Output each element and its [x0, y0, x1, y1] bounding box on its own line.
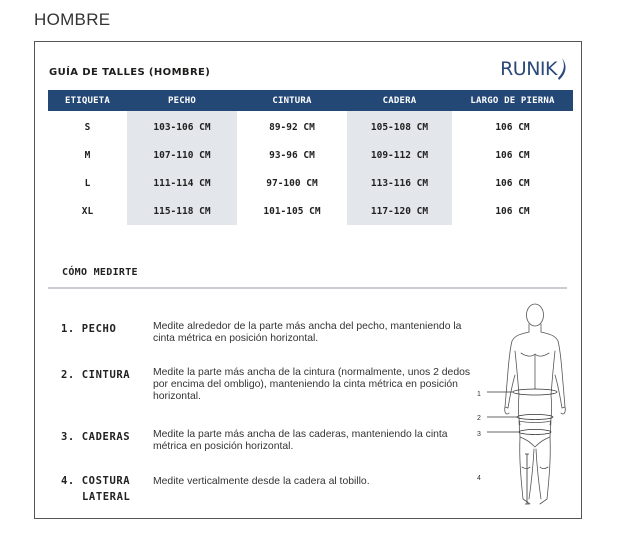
cell-hip: 109-112 CM [347, 141, 452, 169]
table-row [48, 111, 573, 141]
step-label-side-seam-line1: 4. COSTURA [61, 475, 131, 487]
col-header-waist: CINTURA [237, 90, 347, 111]
guide-title: GUÍA DE TALLES (HOMBRE) [49, 67, 211, 78]
col-header-label: ETIQUETA [48, 90, 127, 111]
step-text-hips: Medite la parte más ancha de las caderas, manteniendo la cinta métrica en posición horizontal. [153, 429, 448, 453]
step-label-hips: 3. CADERAS [61, 431, 131, 443]
step-label-chest: 1. PECHO [61, 323, 117, 335]
cell-hip: 105-108 CM [347, 111, 452, 141]
step-label-side-seam [61, 473, 130, 505]
col-header-chest: PECHO [127, 90, 237, 111]
section-divider [48, 287, 567, 289]
cell-hip: 117-120 CM [347, 197, 452, 225]
step-text-chest: Medite alrededor de la parte más ancha del pecho, manteniendo la cinta métrica en posición horizontal. [153, 321, 462, 345]
col-header-leg-length: LARGO DE PIERNA [452, 90, 573, 111]
cell-waist: 101-105 CM [263, 205, 321, 217]
col-header-hip: CADERA [347, 90, 452, 111]
cell-size: L [84, 177, 91, 189]
table-row [48, 141, 573, 169]
cell-chest: 115-118 CM [127, 197, 237, 225]
step-text-side-seam: Medite verticalmente desde la cadera al tobillo. [153, 476, 370, 487]
cell-waist: 97-100 CM [266, 177, 318, 189]
figure-marker-2: 2 [477, 415, 481, 422]
body-outline [505, 304, 566, 504]
cell-chest: 103-106 CM [127, 111, 237, 141]
cell-size: M [84, 149, 91, 161]
step-label-waist: 2. CINTURA [61, 369, 131, 381]
cell-leg-length: 106 CM [495, 149, 530, 161]
figure-marker-1: 1 [477, 391, 481, 398]
cell-leg-length: 106 CM [495, 205, 530, 217]
cell-waist: 89-92 CM [269, 121, 315, 133]
page-heading: HOMBRE [34, 10, 111, 29]
swoosh-icon [557, 56, 569, 82]
cell-leg-length: 106 CM [495, 121, 530, 133]
table-row [48, 197, 573, 225]
cell-chest: 107-110 CM [127, 141, 237, 169]
table-row [48, 169, 573, 197]
figure-marker-4: 4 [477, 475, 481, 482]
cell-leg-length: 106 CM [495, 177, 530, 189]
cell-size: S [84, 121, 91, 133]
body-figure-illustration [475, 299, 570, 511]
step-label-side-seam-line2: LATERAL [82, 491, 131, 503]
table-header-row [48, 90, 573, 111]
runik-logo [500, 55, 569, 83]
cell-waist: 93-96 CM [269, 149, 315, 161]
logo-wordmark: RUNIK [500, 58, 557, 80]
cell-chest: 111-114 CM [127, 169, 237, 197]
cell-size: XL [81, 205, 94, 217]
how-to-measure-title: CÓMO MEDIRTE [62, 267, 138, 278]
size-table [48, 90, 573, 225]
figure-marker-3: 3 [477, 431, 481, 438]
step-text-waist: Medite la parte más ancha de la cintura (normalmente, unos 2 dedos por encima del ombligo), manteniendo la cinta métrica en posición horizontal. [153, 367, 471, 403]
cell-hip: 113-116 CM [347, 169, 452, 197]
size-guide-card [34, 41, 582, 519]
